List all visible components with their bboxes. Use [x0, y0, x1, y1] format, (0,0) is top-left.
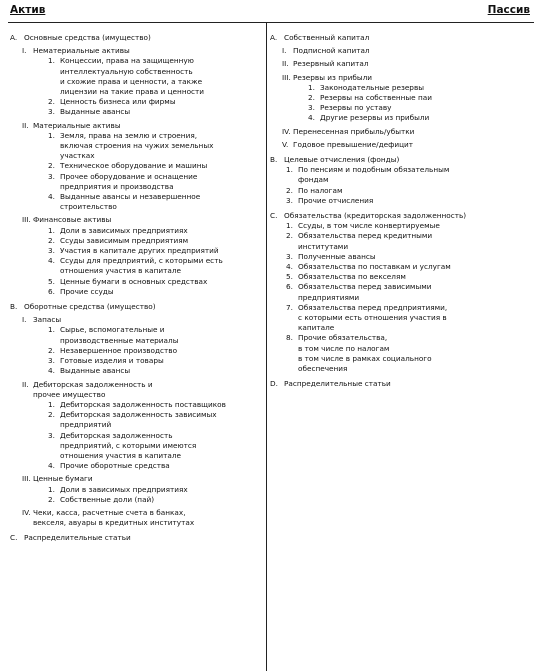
group-heading [270, 73, 532, 83]
line-item-marker: 3. [48, 171, 55, 181]
line-item [270, 165, 532, 185]
line-item-line: Незавершенное производство [60, 345, 178, 355]
line-item-text [60, 366, 262, 376]
line-item [270, 113, 532, 123]
line-item-line: Обязательства перед предприятиями, [298, 302, 448, 312]
line-item-text [298, 196, 532, 206]
line-item-marker: 2. [48, 97, 55, 107]
line-item-line: По пенсиям и подобным обязательным [298, 165, 450, 175]
line-item-marker: 2. [308, 93, 315, 103]
line-item-text [298, 221, 532, 231]
line-item-line: Обязательства перед зависимыми [298, 282, 432, 292]
line-item-line: отношения участия в капитале [60, 266, 182, 276]
group-heading [10, 315, 262, 325]
section-heading-text [284, 379, 532, 389]
line-item-text [60, 97, 262, 107]
line-item-text [60, 287, 262, 297]
section-heading [270, 211, 532, 221]
line-item-text [320, 83, 532, 93]
line-item-line: интеллектуальную собственность [60, 66, 193, 76]
group-heading [10, 380, 262, 400]
line-item [270, 93, 532, 103]
line-item-line: и схожие права и ценности, а также [60, 76, 203, 86]
line-item-line: институтами [298, 241, 349, 251]
line-item-line: Прочие отчисления [298, 195, 374, 205]
section-heading-marker: D. [270, 379, 278, 389]
line-item-line: Участия в капитале других предприятий [60, 246, 219, 256]
section-heading-marker: C. [270, 211, 278, 221]
line-item-text [298, 186, 532, 196]
section-heading [10, 533, 262, 543]
group-heading-line: Нематериальные активы [33, 46, 130, 56]
passiv-column [270, 28, 532, 390]
line-item [10, 325, 262, 345]
line-item-line: Ценные бумаги в основных средствах [60, 276, 208, 286]
line-item-marker: 4. [286, 262, 293, 272]
line-item-text [60, 226, 262, 236]
line-item-line: Дебиторская задолженность поставщиков [60, 399, 226, 409]
group-heading-text [33, 215, 262, 225]
line-item [10, 226, 262, 236]
line-item-text [60, 107, 262, 117]
line-item-line: производственные материалы [60, 335, 179, 345]
line-item-line: Прочие ссуды [60, 286, 114, 296]
line-item-line: предприятий [60, 420, 112, 430]
line-item-line: Собственные доли (пай) [60, 494, 155, 504]
line-item [270, 103, 532, 113]
line-item-text [60, 246, 262, 256]
line-item-line: Ссуды, в том числе конвертируемые [298, 221, 440, 231]
section-heading-text [284, 33, 532, 43]
group-heading-line: Перенесенная прибыль/убытки [293, 126, 415, 136]
line-item-text [320, 113, 532, 123]
line-item-line: Полученные авансы [298, 251, 376, 261]
group-heading-marker: IV. [22, 507, 31, 517]
section-heading-line: Собственный капитал [284, 33, 370, 42]
line-item-marker: 1. [48, 399, 55, 409]
group-heading-text [33, 121, 262, 131]
line-item [10, 246, 262, 256]
section-heading-text [284, 155, 532, 165]
line-item-marker: 3. [48, 356, 55, 366]
line-item-marker: 1. [48, 325, 55, 335]
line-item-text [60, 325, 262, 345]
section-heading [10, 302, 262, 312]
line-item-marker: 1. [48, 484, 55, 494]
line-item-line: строительство [60, 202, 117, 212]
line-item-marker: 7. [286, 302, 293, 312]
line-item-line: Выданные авансы [60, 107, 131, 117]
line-item-text [298, 262, 532, 272]
line-item [10, 485, 262, 495]
line-item-text [298, 165, 532, 185]
line-item-line: Прочие оборотные средства [60, 461, 170, 471]
line-item-marker: 3. [48, 107, 55, 117]
line-item-line: Сырье, вспомогательные и [60, 325, 165, 335]
group-heading-line: Резервный капитал [293, 59, 369, 69]
line-item-line: обеспечения [298, 364, 348, 374]
line-item-marker: 1. [308, 82, 315, 92]
line-item-line: Прочие обязательства, [298, 333, 388, 343]
group-heading [10, 46, 262, 56]
section-heading-line: Обязательства (кредиторская задолженность) [284, 211, 467, 221]
line-item [10, 161, 262, 171]
section-heading-marker: C. [10, 533, 18, 543]
line-item-line: Выданные авансы [60, 366, 131, 376]
line-item [270, 303, 532, 334]
group-heading-line: прочее имущество [33, 389, 106, 399]
line-item-marker: 4. [308, 113, 315, 123]
group-heading-marker: III. [282, 72, 291, 82]
line-item [10, 410, 262, 430]
line-item-marker: 5. [48, 276, 55, 286]
line-item-text [60, 431, 262, 462]
line-item-line: Концессии, права на защищенную [60, 56, 194, 66]
line-item-line: предприятия и производства [60, 181, 174, 191]
line-item-text [298, 333, 532, 374]
group-heading-text [293, 59, 532, 69]
group-heading-line: Чеки, касса, расчетные счета в банках, [33, 507, 186, 517]
group-heading-text [293, 127, 532, 137]
line-item-text [60, 236, 262, 246]
section-heading-line: Распределительные статьи [24, 533, 131, 543]
line-item-text [298, 282, 532, 302]
line-item-marker: 1. [48, 130, 55, 140]
line-item [270, 231, 532, 251]
line-item [270, 83, 532, 93]
line-item-line: Дебиторская задолженность зависимых [60, 410, 217, 420]
line-item-marker: 1. [286, 165, 293, 175]
group-heading-text [33, 315, 262, 325]
line-item-text [320, 103, 532, 113]
group-heading-line: Подписной капитал [293, 46, 370, 56]
line-item-text [60, 356, 262, 366]
line-item-line: фондам [298, 175, 329, 185]
line-item-marker: 4. [48, 256, 55, 266]
group-heading-marker: V. [282, 139, 289, 149]
line-item [10, 56, 262, 97]
line-item-text [298, 231, 532, 251]
line-item-text [60, 400, 262, 410]
line-item [270, 282, 532, 302]
line-item [270, 252, 532, 262]
group-heading-marker: II. [282, 59, 289, 69]
line-item-line: капитале [298, 323, 335, 333]
line-item-marker: 3. [286, 195, 293, 205]
group-heading-line: Запасы [33, 315, 62, 325]
line-item [10, 287, 262, 297]
line-item-marker: 3. [286, 251, 293, 261]
group-heading-line: векселя, авуары в кредитных институтах [33, 518, 195, 528]
line-item-line: Другие резервы из прибыли [320, 113, 430, 123]
line-item [10, 431, 262, 462]
line-item-text [298, 272, 532, 282]
line-item-text [60, 461, 262, 471]
line-item [10, 277, 262, 287]
group-heading-text [33, 508, 262, 528]
group-heading-marker: I. [22, 315, 27, 325]
line-item-line: лицензии на такие права и ценности [60, 87, 205, 97]
line-item-line: Доли в зависимых предприятиях [60, 484, 188, 494]
line-item-text [60, 161, 262, 171]
group-heading-marker: III. [22, 215, 31, 225]
section-heading-text [24, 33, 262, 43]
section-heading-line: Распределительные статьи [284, 379, 391, 389]
group-heading-line: Финансовые активы [33, 215, 112, 225]
group-heading-text [293, 73, 532, 83]
line-item-line: предприятиями [298, 292, 360, 302]
line-item-line: отношения участия в капитале [60, 450, 182, 460]
line-item-text [60, 485, 262, 495]
line-item-text [320, 93, 532, 103]
group-heading-text [293, 140, 532, 150]
line-item-marker: 6. [286, 282, 293, 292]
line-item [10, 256, 262, 276]
group-heading [10, 121, 262, 131]
line-item-marker: 4. [48, 461, 55, 471]
line-item-line: Обязательства перед кредитными [298, 231, 433, 241]
group-heading [270, 46, 532, 56]
aktiv-column [10, 28, 262, 544]
line-item-line: Выданные авансы и незавершенное [60, 192, 201, 202]
passiv-header: Пассив [487, 4, 530, 16]
line-item-line: Прочее оборудование и оснащение [60, 171, 198, 181]
line-item [270, 221, 532, 231]
line-item-text [60, 495, 262, 505]
line-item-text [298, 303, 532, 334]
group-heading [270, 140, 532, 150]
line-item-text [60, 131, 262, 162]
group-heading-text [33, 46, 262, 56]
group-heading-marker: IV. [282, 126, 291, 136]
line-item [270, 272, 532, 282]
group-heading-line: Годовое превышение/дефицит [293, 139, 414, 149]
line-item-marker: 1. [48, 225, 55, 235]
line-item-line: в том числе в рамках социального [298, 353, 432, 363]
group-heading [270, 127, 532, 137]
line-item-line: участках [60, 151, 95, 161]
group-heading-line: Дебиторская задолженность и [33, 379, 153, 389]
line-item-marker: 3. [308, 103, 315, 113]
line-item-text [60, 256, 262, 276]
group-heading-text [33, 474, 262, 484]
line-item [270, 262, 532, 272]
line-item-marker: 2. [48, 494, 55, 504]
group-heading [10, 215, 262, 225]
section-heading-text [24, 302, 262, 312]
line-item-marker: 3. [48, 246, 55, 256]
section-heading-marker: A. [270, 33, 278, 42]
line-item-marker: 2. [286, 185, 293, 195]
group-heading-marker: I. [282, 46, 287, 56]
line-item [10, 131, 262, 162]
line-item-line: Техническое оборудование и машины [60, 161, 208, 171]
line-item-line: в том числе по налогам [298, 343, 390, 353]
group-heading-marker: III. [22, 474, 31, 484]
line-item-line: Земля, права на землю и строения, [60, 130, 198, 140]
section-heading-line: Целевые отчисления (фонды) [284, 155, 400, 165]
group-heading [270, 59, 532, 69]
section-heading-line: Оборотные средства (имущество) [24, 302, 156, 312]
line-item-text [60, 56, 262, 97]
line-item-line: Обязательства по векселям [298, 272, 406, 282]
line-item-line: включая строения на чужих земельных [60, 141, 214, 151]
line-item-text [60, 346, 262, 356]
group-heading-text [293, 46, 532, 56]
line-item [270, 333, 532, 374]
line-item-text [60, 410, 262, 430]
group-heading-marker: II. [22, 379, 29, 389]
line-item-text [60, 277, 262, 287]
line-item-line: Ссуды для предприятий, с которыми есть [60, 256, 223, 266]
line-item-line: Доли в зависимых предприятиях [60, 225, 188, 235]
group-heading [10, 508, 262, 528]
column-divider [266, 22, 267, 671]
line-item-text [60, 172, 262, 192]
line-item-line: Готовые изделия и товары [60, 356, 164, 366]
line-item-marker: 2. [48, 235, 55, 245]
aktiv-header: Актив [10, 4, 46, 16]
group-heading-line: Материальные активы [33, 120, 121, 130]
line-item-marker: 6. [48, 286, 55, 296]
line-item [10, 192, 262, 212]
line-item-marker: 4. [48, 366, 55, 376]
group-heading [10, 474, 262, 484]
section-heading-text [24, 533, 262, 543]
line-item [10, 107, 262, 117]
line-item [10, 346, 262, 356]
group-heading-marker: I. [22, 46, 27, 56]
section-heading [270, 155, 532, 165]
line-item-line: Ссуды зависимым предприятиям [60, 235, 189, 245]
line-item-line: Обязательства по поставкам и услугам [298, 262, 451, 272]
group-heading-text [33, 380, 262, 400]
line-item-line: с которыми есть отношения участия в [298, 313, 447, 323]
line-item-marker: 2. [48, 345, 55, 355]
line-item-marker: 8. [286, 333, 293, 343]
line-item-text [60, 192, 262, 212]
section-heading-marker: B. [10, 302, 18, 312]
line-item-marker: 1. [286, 221, 293, 231]
line-item [10, 400, 262, 410]
section-heading [270, 33, 532, 43]
header-rule [8, 22, 534, 23]
line-item [10, 97, 262, 107]
line-item [10, 461, 262, 471]
group-heading-line: Ценные бумаги [33, 474, 93, 484]
section-heading-line: Основные средства (имущество) [24, 33, 151, 42]
section-heading-marker: A. [10, 33, 18, 42]
line-item-text [298, 252, 532, 262]
line-item-line: Дебиторская задолженность [60, 430, 173, 440]
section-heading [270, 379, 532, 389]
group-heading-marker: II. [22, 120, 29, 130]
line-item-line: Ценность бизнеса или фирмы [60, 97, 176, 107]
line-item-marker: 2. [286, 231, 293, 241]
line-item [10, 236, 262, 246]
group-heading-line: Резервы из прибыли [293, 72, 373, 82]
line-item-marker: 2. [48, 161, 55, 171]
line-item-marker: 2. [48, 410, 55, 420]
line-item [10, 495, 262, 505]
section-heading-text [284, 211, 532, 221]
line-item [270, 186, 532, 196]
section-heading [10, 33, 262, 43]
line-item [10, 366, 262, 376]
line-item-marker: 3. [48, 430, 55, 440]
line-item-line: предприятий, с которыми имеются [60, 440, 197, 450]
line-item-marker: 5. [286, 272, 293, 282]
line-item [10, 356, 262, 366]
line-item [270, 196, 532, 206]
line-item-marker: 1. [48, 56, 55, 66]
section-heading-marker: B. [270, 155, 278, 165]
line-item-line: Резервы на собственные паи [320, 93, 432, 103]
line-item-line: По налогам [298, 185, 343, 195]
line-item-line: Резервы по уставу [320, 103, 392, 113]
line-item-marker: 4. [48, 192, 55, 202]
line-item [10, 172, 262, 192]
line-item-line: Законодательные резервы [320, 82, 425, 92]
